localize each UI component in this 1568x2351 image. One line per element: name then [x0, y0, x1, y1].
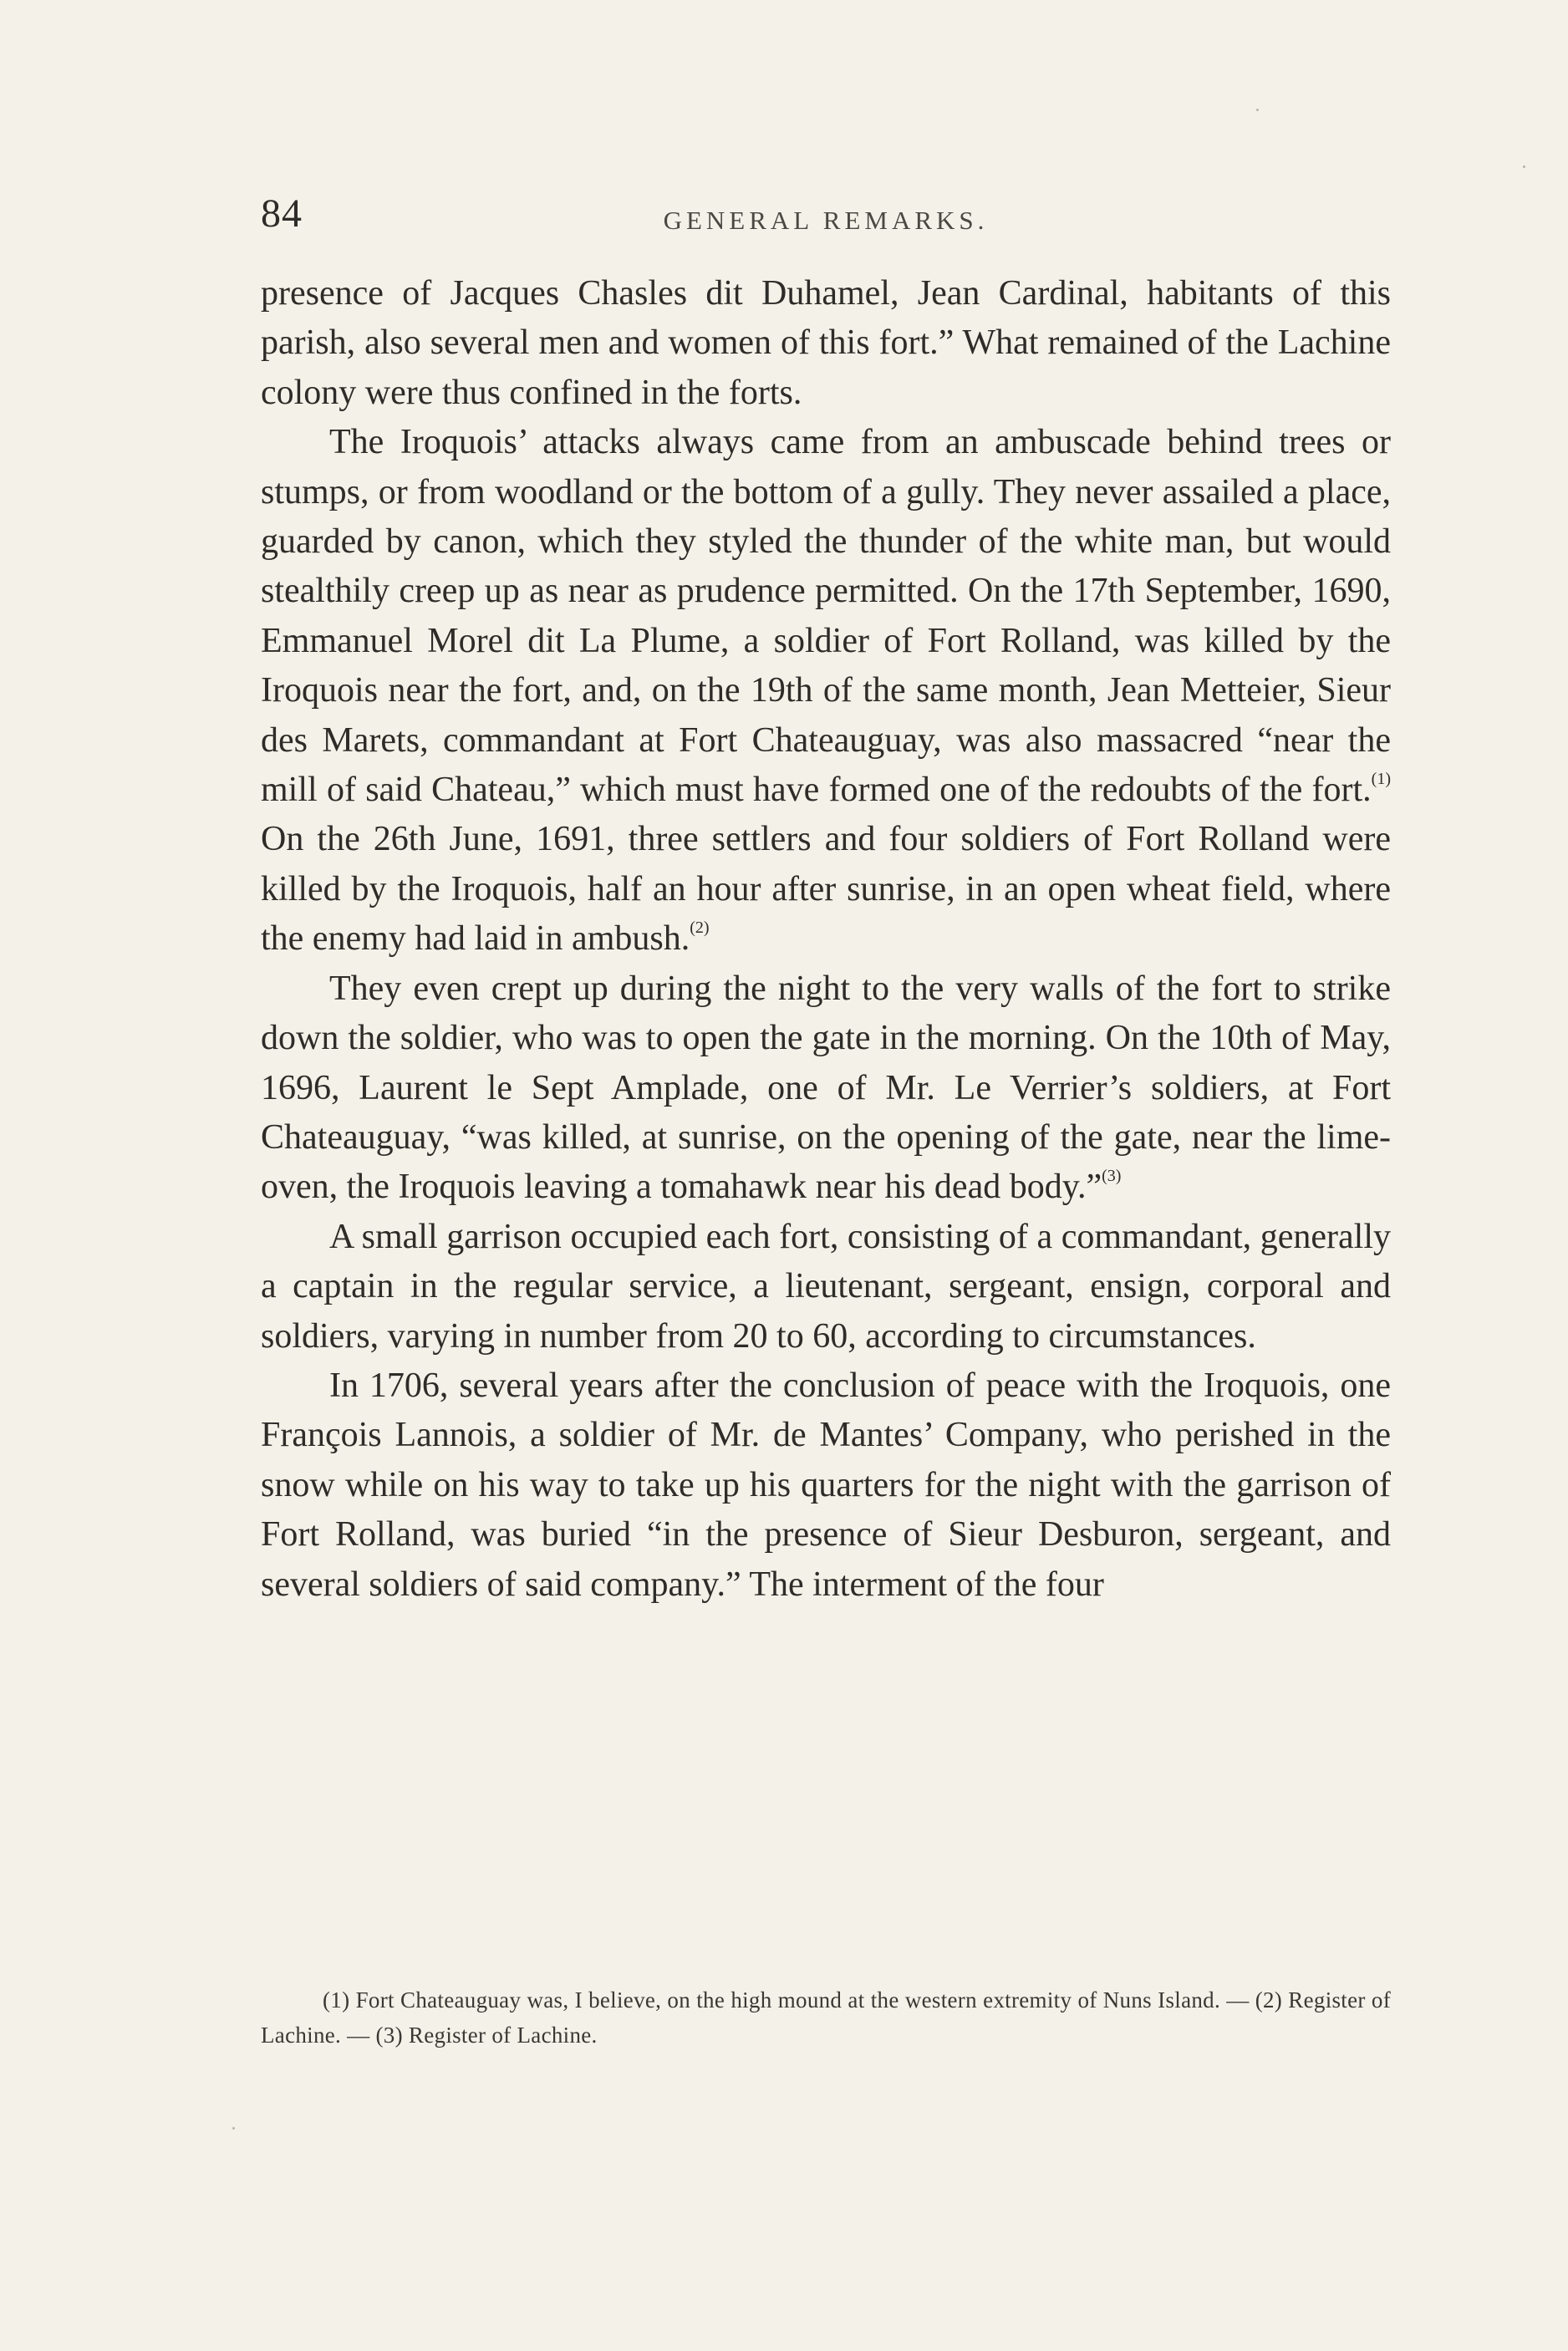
footnote-reference: (2)	[690, 919, 710, 938]
paper-speck	[1523, 165, 1525, 168]
running-head: GENERAL REMARKS.	[663, 206, 989, 235]
paragraph	[261, 1361, 1391, 1610]
paper-speck	[1256, 109, 1259, 111]
paragraph-text: In 1706, several years after the conclusion of peace with the Iroquois, one François Lannois, a soldier of Mr. de Mantes’ Company, who perished in the snow while on his way to take up his quarters for the night with the garrison of Fort Rolland, was buried “in the presence of Sieur Desburon, sergeant, and several soldiers of said company.” The interment of the four	[261, 1366, 1391, 1604]
paragraph	[261, 418, 1391, 964]
page-header	[261, 191, 1391, 249]
paragraph-text: presence of Jacques Chasles dit Duhamel, Jean Cardinal, habitants of this parish, also several men and women of this fort.” What remained of the Lachine colony were thus confined in the forts.	[261, 274, 1391, 412]
footnote-reference: (3)	[1102, 1167, 1122, 1186]
body-text	[261, 269, 1391, 1610]
footnote-reference: (1)	[1371, 770, 1391, 789]
paragraph	[261, 964, 1391, 1213]
paragraph	[261, 269, 1391, 418]
paper-speck	[232, 2127, 235, 2130]
paragraph	[261, 1213, 1391, 1361]
paragraph-text: The Iroquois’ attacks always came from an ambuscade behind trees or stumps, or from woodland or the bottom of a gully. They never assailed a place, guarded by canon, which they styled the thunder of the white man, but would stealthily creep up as near as prudence permitted. On the 17th September, 1690, Emmanuel Morel dit La Plume, a soldier of Fort Rolland, was killed by the Iroquois near the fort, and, on the 19th of the same month, Jean Metteier, Sieur des Marets, commandant at Fort Chateauguay, was also massacred “near the mill of said Chateau,” which must have formed one of the redoubts of the fort.	[261, 423, 1391, 810]
paragraph-text: On the 26th June, 1691, three settlers and four soldiers of Fort Rolland were killed by the Iroquois, half an hour after sunrise, in an open wheat field, where the enemy had laid in ambush.	[261, 820, 1391, 959]
footnotes: (1) Fort Chateauguay was, I believe, on the high mound at the western extremity of Nuns Island. — (2) Register of Lachine. — (3) Register of Lachine.	[261, 1987, 1391, 2048]
page-number: 84	[261, 191, 303, 236]
paragraph-text: They even crept up during the night to the very walls of the fort to strike down the soldier, who was to open the gate in the morning. On the 10th of May, 1696, Laurent le Sept Amplade, one of Mr. Le Verrier’s soldiers, at Fort Chateauguay, “was killed, at sunrise, on the opening of the gate, near the lime-oven, the Iroquois leaving a tomahawk near his dead body.”	[261, 969, 1391, 1207]
paragraph-text: A small garrison occupied each fort, consisting of a commandant, generally a captain in the regular service, a lieutenant, sergeant, ensign, corporal and soldiers, varying in number from 20 to 60, according to circumstances.	[261, 1217, 1391, 1356]
